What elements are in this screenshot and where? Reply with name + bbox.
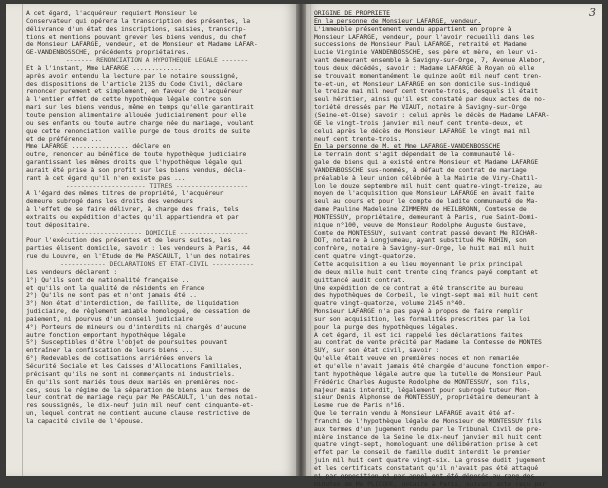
text-line: VANDENBOSSCHE sus-nommés, à défaut de contrat de mariage xyxy=(314,165,527,174)
text-line: des dispositions de l'article 2135 du Code Civil, déclare xyxy=(26,79,243,88)
text-line: à l'entier effet de cette hypothèque légale contre son xyxy=(26,95,232,104)
text-line: quatre vingt-sept, homologuant une délibération prise à cet xyxy=(314,440,539,449)
text-line: te-et-un, et Monsieur LAFARGE en son domicile sus-indiqué xyxy=(314,79,531,88)
right-margin-rule xyxy=(310,4,311,476)
text-line: Monsieur LAFARGE, vendeur, pour l'avoir recueilli dans les xyxy=(314,32,535,41)
text-line: toute pension alimentaire allouée judiciairement pour elle xyxy=(26,110,247,119)
text-line: et les certificats constatant qu'il n'avait pas été attaqué xyxy=(314,463,539,472)
text-line: celui après le décès de Monsieur LAFARGE le vingt mai mil xyxy=(314,126,531,135)
text-line: tous deux décédés, savoir : Madame LAFARGE à Royan où elle xyxy=(314,63,535,72)
text-line: juin mil huit cent quatre vingt-six. La grosse dudit jugement xyxy=(314,456,546,465)
text-line: confrère, notaire à Savigny-sur-Orge, le huit mai mil huit xyxy=(314,244,535,253)
text-line: (Seine-et-Oise) savoir : celui après le décès de Madame LAFAR- xyxy=(314,110,550,119)
text-line: délivrance d'un état des inscriptions, saisies, transcrip- xyxy=(26,24,247,33)
text-line: ORIGINE DE PROPRIETE xyxy=(314,9,390,17)
text-line: tant hypothèque légale autre que la tutelle de Monsieur Paul xyxy=(314,369,542,378)
text-line: se trouvait momentanément le quinze août mil neuf cent tren- xyxy=(314,71,542,80)
text-line: renoncer purement et simplement, en faveur de l'acquéreur xyxy=(26,87,243,96)
text-line: seul héritier, ainsi qu'il est constaté par deux actes de no- xyxy=(314,95,546,104)
text-line: quatre vingt-quatorze, volume 2145 n°40. xyxy=(314,299,466,308)
text-line: Qu'elle était veuve en premières noces et non remariée xyxy=(314,354,520,363)
text-line: sur son acquisition, les formalités prescrites par la loi xyxy=(314,314,531,323)
text-line: précisant qu'ils ne sont ni commerçants ni industriels. xyxy=(26,369,235,378)
text-line: A cet égard, il est ici rappelé les déclarations faites xyxy=(314,330,523,339)
left-page-text xyxy=(26,10,288,426)
text-line: 5°) Susceptibles d'être l'objet de poursuites pouvant xyxy=(26,338,228,347)
text-line: Conservateur qui opérera la transcription des présentes, la xyxy=(26,16,251,25)
text-line: A cet égard, l'acquéreur requiert Monsieur le xyxy=(26,9,197,17)
text-line: leur contrat de mariage reçu par Me PASCAULT, l'un des notai- xyxy=(26,393,258,402)
text-line: Monsieur LAFARGE n'a pas payé à propos de faire remplir xyxy=(314,307,523,316)
text-line: nique n°100, veuve de Monsieur Rodolphe Auguste Gustave, xyxy=(314,220,527,229)
text-line: Lesme rue de Paris n°16. xyxy=(314,401,406,410)
text-line: Mme LAFARGE ............... déclare en xyxy=(26,142,171,151)
text-line: tout dépositaire. xyxy=(26,220,91,229)
text-line: et qu'elle n'avait jamais été chargée d'aucune fonction empor- xyxy=(314,361,550,370)
text-line: GE-VANDENBOSSCHE, précédents propriétaires. xyxy=(26,48,190,57)
text-line: 4°) Porteurs de mineurs ou d'interdits ni chargés d'aucune xyxy=(26,322,247,331)
text-line: L'immeuble présentement vendu appartient en propre à xyxy=(314,24,512,33)
text-line: garantissant les mêmes droits que l'hypothèque légale qui xyxy=(26,158,243,167)
text-line: cent quatre vingt-quatorze. xyxy=(314,252,417,261)
text-line: DOT, notaire à Longjumeau, ayant substitué Me ROHIN, son xyxy=(314,236,527,245)
text-line: la capacité civile de l'épouse. xyxy=(26,416,144,425)
text-line: vant demeurant ensemble à Savigny-sur-Orge, 7, Avenue Alebor, xyxy=(314,56,546,65)
register-spread xyxy=(6,4,602,488)
text-line: seul au cours et pour le compte de ladite communauté de Ma- xyxy=(314,197,539,206)
text-line: judiciaire, de règlement amiable homologué, de cessation de xyxy=(26,307,251,316)
text-line: MONTESSUY, propriétaire, demeurant à Paris, rue Saint-Domi- xyxy=(314,212,539,221)
text-line: le treize mai mil neuf cent trente-trois, desquels il était xyxy=(314,87,539,96)
text-line: de Monsieur LAFARGE, vendeur, et de Monsieur et Madame LAFAR- xyxy=(26,40,258,49)
text-line: outre, renoncer au bénéfice de toute hypothèque judiciaire xyxy=(26,150,247,159)
text-line: toriété dressés par Me VIAUT, notaire à Savigny-sur-Orge xyxy=(314,103,527,112)
text-line: ------------ DECLARATIONS ET ETAT-CIVIL ----------- xyxy=(60,260,254,268)
text-line: demeure subrogé dans les droits des vendeurs xyxy=(26,197,194,206)
text-line: En la personne de M. et Mme LAFARGE-VANDENBOSSCHE xyxy=(314,142,501,151)
text-line: En la personne de Monsieur LAFARGE, vendeur. xyxy=(314,16,482,25)
text-line: des hypothèques de Corbeil, le vingt-sept mai mil huit cent xyxy=(314,291,539,300)
text-line: et qu'ils ont la qualité de résidents en France xyxy=(26,283,205,292)
text-line: dame Pauline Madeleine ZIMMERN de HEILBRONN, Comtesse de xyxy=(314,205,527,214)
text-line: préalable à leur union célébrée à la Mairie de Viry-Chatil- xyxy=(314,173,539,182)
text-line: après avoir entendu la lecture par le notaire soussigné, xyxy=(26,71,239,80)
text-line: un, lequel contrat ne contient aucune clause restrictive de xyxy=(26,409,251,418)
text-line: rue du Louvre, en l'Etude de Me PASCAULT, l'un des notaires xyxy=(26,252,251,261)
text-line: Pour l'exécution des présentes et de leurs suites, les xyxy=(26,236,232,245)
left-margin-rule xyxy=(22,4,23,476)
text-line: minutes de Me PLICQUE, notaire à Paris, suivant acte reçu par xyxy=(314,479,546,488)
text-line: et de préférence ... xyxy=(26,134,102,143)
text-line: à l'effet de se faire délivrer, à charge des frais, tels xyxy=(26,205,239,214)
text-line: sieur Denis Alphonse de MONTESSUY, propriétaire demeurant à xyxy=(314,393,539,402)
text-line: ni par opposition ni par appel ont été déposés au rang des xyxy=(314,471,535,480)
text-line: Comte de MONTESSUY, suivant contrat passé devant Me RICHAR- xyxy=(314,228,539,237)
text-line: GE le vingt-trois janvier mil neuf cent trente-deux, et xyxy=(314,118,523,127)
page-number: 3 xyxy=(589,6,596,19)
book-gutter xyxy=(296,4,306,476)
text-line: aurait été prise à son profit sur les biens vendus, décla- xyxy=(26,165,247,174)
text-line: que cette renonciation vaille purge de tous droits de suite xyxy=(26,126,251,135)
text-line: pour la purge des hypothèques légales. xyxy=(314,322,459,331)
text-line: mière instance de la Seine le dix-neuf janvier mil huit cent xyxy=(314,432,542,441)
text-line: successions de Monsieur Paul LAFARGE, retraité et Madame xyxy=(314,40,527,49)
text-line: Une expédition de ce contrat a été transcrite au bureau xyxy=(314,283,523,292)
text-line: Lucie Virginie VANDENBOSSCHE, ses père et mère, en leur vi- xyxy=(314,48,539,57)
left-page xyxy=(6,4,296,476)
text-line: mari sur les biens vendus, même en temps qu'elle garantirait xyxy=(26,103,254,112)
text-line: Et à l'instant, Mme LAFARGE ............. xyxy=(26,63,182,72)
text-line: ------- RENONCIATION A HYPOTHEQUE LEGALE ------- xyxy=(65,56,249,65)
right-page xyxy=(306,4,602,488)
text-line: Sécurité Sociale et les Caisses d'Allocations Familiales, xyxy=(26,361,243,370)
text-line: Frédéric Charles Auguste Rodolphe de MONTESSUY, son fils, xyxy=(314,377,531,386)
text-line: A l'égard des mêmes titres de propriété, l'acquéreur xyxy=(26,189,224,198)
text-line: Cette acquisition a eu lieu moyennant le prix principal xyxy=(314,260,523,268)
text-line: de deux mille huit cent trente cinq francs payé comptant et xyxy=(314,267,539,276)
text-line: extraits ou expédition d'actes qu'il appartiendra et par xyxy=(26,212,239,221)
text-line: parties élisent domicile, savoir : les vendeurs à Paris, 44 xyxy=(26,244,251,253)
text-line: gale de biens qui a existé entre Monsieur et Madame LAFARGE xyxy=(314,158,539,167)
text-line: paiement, ni pourvus d'un conseil judiciaire xyxy=(26,314,194,323)
text-line: res soussignés, le dix-neuf juin mil neuf cent cinquante-et- xyxy=(26,401,254,410)
text-line: entraîner la confiscation de leurs biens ... xyxy=(26,346,194,355)
text-line: En qu'ils sont mariés tous deux mariés en premières noc- xyxy=(26,377,239,386)
text-line: effet par le conseil de famille dudit interdit le premier xyxy=(314,448,531,457)
text-line: 1°) Qu'ils sont de nationalité française .. xyxy=(26,275,190,284)
text-line: 2°) Qu'ils ne sont pas et n'ont jamais été .. xyxy=(26,291,197,300)
text-line: lon le douze septembre mil huit cent quatre-vingt-treize, au xyxy=(314,181,542,190)
text-line: Les vendeurs déclarent : xyxy=(26,267,118,276)
text-line: 3°) Non état d'interdiction, de faillite, de liquidation xyxy=(26,299,239,308)
text-line: -------------------- DOMICILE ------------------ xyxy=(65,228,249,237)
text-line: tions et mentions pouvant grever les biens vendus, du chef xyxy=(26,32,247,41)
right-page-text xyxy=(314,10,592,488)
text-line: Que le terrain vendu à Monsieur LAFARGE avait été af- xyxy=(314,409,516,418)
text-line: au contrat de vente précité par Madame la Comtesse de MONTES xyxy=(314,338,542,347)
text-line: aux termes d'un jugement rendu par le Tribunal Civil de pre- xyxy=(314,424,542,433)
text-line: majeur mais interdit, légalement pour subrogé tuteur Mon- xyxy=(314,385,531,394)
text-line: neuf cent trente-trois. xyxy=(314,134,402,143)
text-line: quittancé audit contrat. xyxy=(314,275,406,284)
text-line: Le terrain dont s'agit dépendait de la communauté lé- xyxy=(314,150,516,159)
text-line: ces, sous le régime de la séparation de biens aux termes de xyxy=(26,385,251,394)
text-line: --------------------- TITRES ------------------- xyxy=(65,181,249,190)
text-line: autre fonction emportant hypothèque légale xyxy=(26,330,186,339)
text-line: ou ses enfants ou toute autre charge née du mariage, voulant xyxy=(26,118,254,127)
text-line: franchi de l'hypothèque légale de Monsieur de MONTESSUY fils xyxy=(314,416,542,425)
text-line: 6°) Redevables de cotisations arriérées envers la xyxy=(26,354,213,363)
text-line: moyen de l'acquisition que Monsieur LAFARGE en avait faite xyxy=(314,189,535,198)
text-line: SUY, sur son état civil, savoir : xyxy=(314,346,440,355)
text-line: rant à cet égard qu'il n'en existe pas ... xyxy=(26,173,186,182)
